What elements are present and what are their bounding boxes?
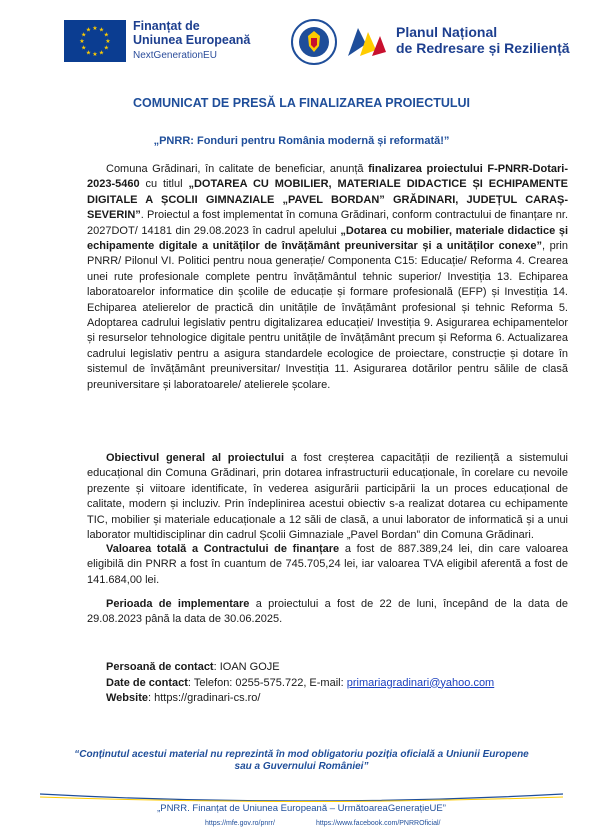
eu-flag-icon [64,20,126,62]
footer-text: „PNRR. Finanțat de Uniunea Europeană – UrmătoareaGenerațieUE” [157,803,446,814]
implementation-period-heading: Perioada de implementare [106,598,250,610]
paragraph-objective [87,451,568,543]
pnrr-label-line1: Planul Național [396,24,498,40]
call-name: „Dotarea cu mobilier, materiale didactice și echipamente digitale a unităților de învățământ preuniversitar și a unităților conexe” [87,224,568,253]
disclaimer-line2: sau a Guvernului României” [234,761,369,772]
contact-person-label: Persoană de contact [106,661,214,673]
contact-website-row [106,691,494,707]
eu-funding-label [133,19,250,63]
disclaimer-line1: “Conținutul acestui material nu reprezintă în mod obligatoriu poziția oficială a Uniunii Europene [74,749,529,760]
text-span: a proiectului a fost de 22 de luni, începând de la data de 29.08.2023 până la data de 30.06.2025. [87,598,568,626]
text-span: a fost creșterea capacității de reziliență a sistemului educațional din Comuna Grădinari, prin dotarea infrastructurii educaționale, în corelare cu nevoile prezente și viitoare identificate, în vederea asigurării participării la un proces educațional de calitate, modern și incluziv. Prin îndeplinirea acestui obiectiv s-a realizat dotarea cu echipamente TIC, mobilier și materiale educaționale a 12 săli de clasă, a unui laborator de informatică și a unui laborator multidisciplinar din cadrul Școlii Gimnaziale „Pavel Bordan” din Comuna Grădinari. [87,452,569,542]
contact-phone: : Telefon: 0255-575.722, E-mail: [187,676,347,689]
page-title: COMUNICAT DE PRESĂ LA FINALIZAREA PROIECTULUI [132,96,471,110]
text-span: , prin PNRR/ Pilonul VI. Politici pentru noua generație/ Componenta C15: Educație/ Reforma 4. Crearea unei rute profesionale complete pentru învățământul tehnic superior/ Investiția 13. Echiparea laboratoarelor informatice din școlile de educație și formare profesională (EFP) și Investiția 14. Echiparea atelierelor de practică din unitățile de învățământ profesional și tehnic Reforma 5. Adoptarea cadrului legislativ pentru digitalizarea educației/ Investiția 9. Asigurarea echipamentelor și resurselor tehnologice digitale pentru unitățile de învățământ precum și Reforma 6. Actualizarea cadrului legislativ pentru a asigura standardele ecologice de proiectare, construcție și dotare în sistemul de învățământ preuniversitar/ Investiția 11. Asigurarea dotărilor pentru sălile de clasă preuniversitare și laboratoarele/ atelierele școlare. [87,240,568,391]
svg-text:★: ★ [85,49,92,57]
contact-person-row [106,660,494,676]
project-title: „DOTAREA CU MOBILIER, MATERIALE DIDACTICE ȘI ECHIPAMENTE DIGITALE A ȘCOLII GIMNAZIALE „PAVEL BORDAN” GRĂDINARI, JUDEȚUL CARAȘ-SEVERIN” [87,178,568,222]
eu-label-line1: Finanțat de [133,19,200,33]
svg-text:★: ★ [79,38,85,45]
contact-details-row [106,676,494,692]
svg-text:★: ★ [98,26,105,34]
contact-website-value: : https://gradinari-cs.ro/ [147,692,261,704]
project-code: finalizarea proiectului F-PNRR-Dotari-2023-5460 [87,163,569,191]
eu-label-line2: Uniunea Europeană [133,33,251,47]
footer-link-facebook[interactable]: https://www.facebook.com/PNRROficial/ [316,820,441,827]
eu-label-line3: NextGenerationEU [133,50,217,61]
svg-text:★: ★ [103,44,109,52]
contact-website-label: Website [106,692,148,704]
svg-text:★: ★ [81,31,87,39]
svg-text:★: ★ [92,51,98,58]
page-subtitle: „PNRR: Fonduri pentru România modernă și reformată!” [153,135,450,147]
pnrr-logo-icon [344,22,389,62]
contact-person-value: : IOAN GOJE [213,661,280,673]
text-span: cu titlul [139,178,189,191]
disclaimer [60,749,543,773]
contract-value-heading: Valoarea totală a Contractului de finanțare [106,543,340,555]
footer-link-mfe[interactable]: https://mfe.gov.ro/pnrr/ [205,820,275,827]
contact-details-label: Date de contact [106,676,188,689]
svg-text:★: ★ [92,25,98,32]
paragraph-implementation-period [87,597,568,628]
romanian-government-seal-icon [290,16,338,68]
contact-email-link[interactable]: primariagradinari@yahoo.com [346,676,495,689]
text-span: Comuna Grădinari, în calitate de beneficiar, anunță [106,163,369,175]
svg-text:★: ★ [105,38,111,45]
pnrr-label-line2: de Redresare și Reziliență [396,40,570,56]
paragraph-project-summary [87,162,568,393]
text-span: . Proiectul a fost implementat în comuna Grădinari, conform contractului de finanțare nr. 2027DOT/ 14181 din 29.08.2023 în cadrul apelului [87,209,568,237]
pnrr-logo-label [396,24,570,56]
objective-heading: Obiectivul general al proiectului [106,452,284,464]
page-header [0,0,603,88]
svg-text:★: ★ [85,26,92,34]
contact-section [106,660,494,707]
svg-text:★: ★ [98,49,105,57]
svg-text:★: ★ [103,31,109,39]
paragraph-contract-value [87,542,568,588]
text-span: a fost de 887.389,24 lei, din care valoarea eligibilă din PNRR a fost în cuantum de 745.705,24 lei, iar valoarea TVA eligibil aferentă a fost de 141.684,00 lei. [87,543,569,586]
svg-text:★: ★ [81,44,87,52]
